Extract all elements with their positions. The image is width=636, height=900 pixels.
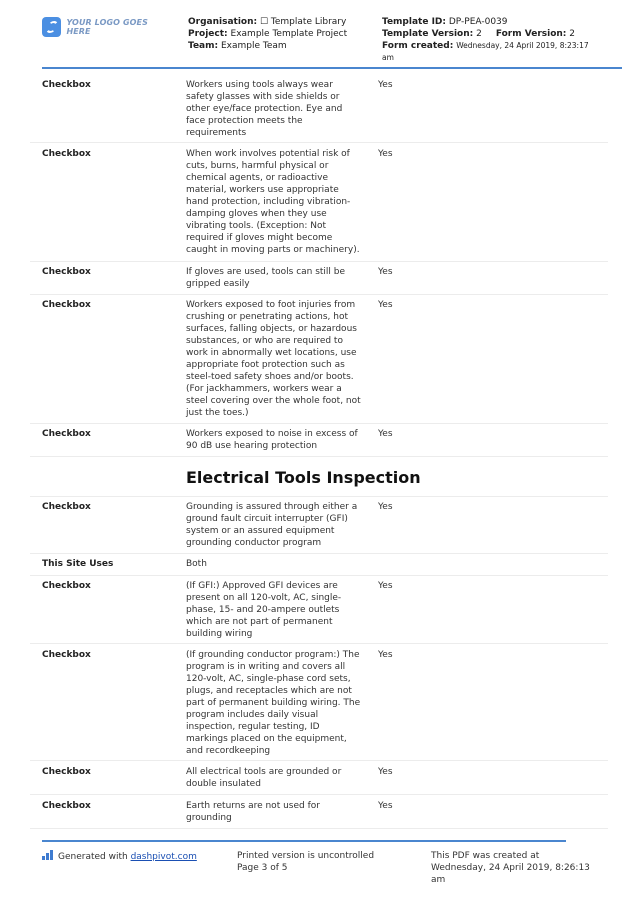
footer-divider [42,840,566,842]
text-line: part of permanent building wiring. The [186,698,361,708]
text-line: Earth returns are not used for [186,801,320,811]
row-text [186,501,371,549]
row-text [186,558,371,570]
generated-prefix: Generated with [58,852,131,862]
footer-pdf-created [431,850,590,886]
text-line: Workers exposed to foot injuries from [186,300,356,310]
text-line: inspection, regular testing, ID [186,722,320,732]
text-line: All electrical tools are grounded or [186,767,342,777]
text-line: Workers using tools always wear [186,80,333,90]
text-line: requirements [186,128,247,138]
row-divider [30,575,608,576]
dashpivot-bars-icon [42,850,53,860]
text-line: which are not part of permanent [186,617,333,627]
row-text [186,766,371,790]
footer-generated [42,850,197,863]
row-divider [30,828,608,829]
row-value: Yes [378,149,393,159]
text-line: present on all 120-volt, AC, single- [186,593,342,603]
text-line: and recordkeeping [186,746,271,756]
form-version-label: Form Version: [495,29,567,39]
text-line: crushing or penetrating actions, hot [186,312,348,322]
header-divider [42,67,622,69]
row-text [186,79,371,139]
row-label: Checkbox [42,581,91,591]
text-line: face protection meets the [186,116,303,126]
text-line: Both [186,559,207,569]
row-divider [30,294,608,295]
form-created-value: Wednesday, 24 April 2019, 8:23:17 [456,41,589,50]
row-value: Yes [378,267,393,277]
text-line: other eye/face protection. Eye and [186,104,343,114]
template-id-label: Template ID: [382,17,446,27]
row-value: Yes [378,801,393,811]
page-number: Page 3 of 5 [237,863,288,873]
text-line: damping gloves when they use [186,209,327,219]
row-divider [30,643,608,644]
header-org-block [188,16,347,52]
row-divider [30,456,608,457]
template-version-label: Template Version: [382,29,474,39]
text-line: 120-volt, AC, single-phase cord sets, [186,674,351,684]
pdf-created-line: Wednesday, 24 April 2019, 8:26:13 [431,863,590,873]
template-id-value: DP-PEA-0039 [448,17,508,27]
template-version-value: 2 [476,29,482,39]
row-divider [30,794,608,795]
text-line: Workers exposed to noise in excess of [186,429,358,439]
text-line: surfaces, falling objects, or hazardous [186,324,357,334]
row-value: Yes [378,581,393,591]
row-text [186,428,371,452]
row-label: This Site Uses [42,559,114,569]
form-created-value-cont: am [382,53,394,62]
pdf-created-line: am [431,875,446,885]
form-version-value: 2 [569,29,576,39]
text-line: substances, or who are required to [186,336,343,346]
text-line: phase, 15- and 20-ampere outlets [186,605,340,615]
organisation-value: ☐ Template Library [259,17,347,27]
text-line: vibrating tools. (Exception: Not [186,221,326,231]
text-line: system or an assured equipment [186,526,335,536]
team-label: Team: [188,41,219,51]
text-line: steel covering over the whole foot, not [186,396,361,406]
text-line: work in abnormally wet locations, use [186,348,357,358]
form-created-label: Form created: [382,41,454,51]
text-line: steel-toed safety shoes and/or boots. [186,372,354,382]
text-line: grounding conductor program [186,538,322,548]
text-line: building wiring [186,629,253,639]
row-value: Yes [378,429,393,439]
row-label: Checkbox [42,429,91,439]
text-line: just the toes.) [186,408,249,418]
text-line: If gloves are used, tools can still be [186,267,346,277]
text-line: ground fault circuit interrupter (GFI) [186,514,348,524]
text-line: program includes daily visual [186,710,319,720]
project-label: Project: [188,29,228,39]
row-divider [30,423,608,424]
text-line: appropriate foot protection such as [186,360,345,370]
text-line: program is in writing and covers all [186,662,346,672]
row-text [186,266,371,290]
logo-text: YOUR LOGO GOES HERE [66,18,148,36]
row-value: Yes [378,650,393,660]
row-value: Yes [378,80,393,90]
row-divider [30,261,608,262]
text-line: safety glasses with side shields or [186,92,340,102]
text-line: required if gloves might become [186,233,333,243]
row-text [186,649,371,757]
text-line: double insulated [186,779,261,789]
header-template-block [382,16,622,64]
row-label: Checkbox [42,149,91,159]
text-line: hand protection, including vibration- [186,197,351,207]
row-divider [30,553,608,554]
text-line: chemical agents, or radioactive [186,173,329,183]
footer-print-info [237,850,374,874]
row-text [186,148,371,256]
row-label: Checkbox [42,80,91,90]
text-line: (If GFI:) Approved GFI devices are [186,581,338,591]
text-line: Grounding is assured through either a [186,502,358,512]
pdf-created-line: This PDF was created at [431,851,540,861]
project-value: Example Template Project [230,29,348,39]
text-line: 90 dB use hearing protection [186,441,318,451]
organisation-label: Organisation: [188,17,258,27]
row-divider [30,760,608,761]
text-line: material, workers use appropriate [186,185,339,195]
text-line: When work involves potential risk of [186,149,350,159]
row-divider [30,142,608,143]
row-text [186,299,371,419]
row-value: Yes [378,300,393,310]
company-logo [42,16,172,38]
row-label: Checkbox [42,267,91,277]
text-line: cuts, burns, harmful physical or [186,161,329,171]
row-label: Checkbox [42,650,91,660]
text-line: (For jackhammers, workers wear a [186,384,342,394]
uncontrolled-notice: Printed version is uncontrolled [237,851,375,861]
row-text [186,800,371,824]
dashpivot-link[interactable]: dashpivot.com [130,852,197,862]
text-line: gripped easily [186,279,250,289]
text-line: grounding [186,813,232,823]
row-value: Yes [378,767,393,777]
text-line: plugs, and receptacles which are not [186,686,352,696]
logo-icon [42,17,61,37]
row-text [186,580,371,640]
row-label: Checkbox [42,767,91,777]
row-label: Checkbox [42,801,91,811]
text-line: markings placed on the equipment, [186,734,347,744]
row-label: Checkbox [42,502,91,512]
text-line: caught in moving parts or machinery). [186,245,360,255]
team-value: Example Team [220,41,287,51]
row-value: Yes [378,502,393,512]
row-divider [30,496,608,497]
text-line: (If grounding conductor program:) The [186,650,360,660]
row-label: Checkbox [42,300,91,310]
section-title: Electrical Tools Inspection [186,468,421,487]
